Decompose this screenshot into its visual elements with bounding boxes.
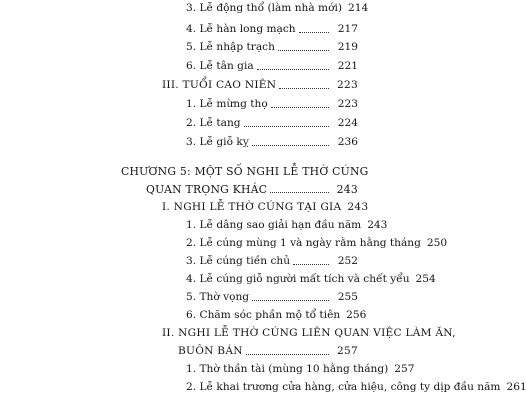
toc-entry-page: 223 [337,79,358,91]
toc-entry-title: I. NGHI LỄ THỜ CÚNG TẠI GIA [162,201,342,213]
toc-entry [0,376,527,394]
toc-entry-page: 243 [367,219,388,231]
toc-entry [0,93,400,111]
leader-dots [271,107,329,108]
leader-dots [293,264,329,265]
toc-entry-page: 255 [337,291,358,303]
toc-chapter-heading [0,160,400,178]
toc-entry-page: 256 [346,309,367,321]
toc-entry-title: 6. Lễ tân gia [186,60,254,72]
toc-entry-title: II. NGHI LỄ THỜ CÚNG LIÊN QUAN VIỆC LÀM ĂN, [162,327,456,339]
toc-entry-title: BUÔN BÁN [178,345,243,357]
toc-entry-page: 250 [426,237,448,249]
toc-entry-title: 6. Chăm sóc phần mộ tổ tiên [186,309,341,321]
toc-entry [0,286,400,304]
toc-section [0,74,400,92]
toc-section [0,322,456,340]
toc-entry-title: III. TUỔI CAO NIÊN [162,79,277,91]
leader-dots [252,300,329,301]
toc-entry-title: 4. Lễ cúng giỗ người mất tích và chết yểu [186,273,410,285]
toc-chapter-heading [0,178,400,196]
toc-entry-page: 252 [337,255,358,267]
toc-entry [0,36,400,54]
toc-entry-title: 1. Lễ mừng thọ [186,98,268,110]
leader-dots [252,145,329,146]
toc-entry [0,0,400,15]
toc-entry-title: 3. Lễ cúng tiền chủ [186,255,291,267]
leader-dots [244,126,329,127]
toc-entry-title: 5. Lễ nhập trạch [186,41,275,53]
toc-entry-page: 261 [506,381,527,393]
toc-entry-title: 5. Thờ vọng [186,291,250,303]
toc-entry-page: 254 [415,273,436,285]
toc-entry [0,112,400,130]
toc-entry-title: 1. Thờ thần tài (mùng 10 hằng tháng) [186,363,389,375]
toc-entry-page: 214 [347,2,369,14]
leader-dots [257,69,329,70]
leader-dots [299,32,329,33]
toc-entry-page: 223 [337,98,358,110]
toc-entry [0,232,448,250]
toc-entry [0,214,400,232]
toc-entry-page: 243 [347,201,369,213]
toc-entry-title: 2. Lễ khai trương cửa hàng, cửa hiệu, công ty dịp đầu năm [186,381,501,393]
toc-entry-page: 243 [336,183,358,196]
leader-dots [246,354,329,355]
toc-entry-title: 3. Lễ giỗ kỵ [186,136,249,148]
toc-entry-title: QUAN TRỌNG KHÁC [146,183,268,196]
toc-entry-title: 2. Lễ tang [186,117,241,129]
toc-entry [0,18,400,36]
toc-entry [0,304,400,322]
toc-entry-title: CHƯƠNG 5: MỘT SỐ NGHI LỄ THỜ CÚNG [121,165,369,178]
toc-entry-page: 219 [337,41,358,53]
toc-entry-page: 236 [337,136,358,148]
leader-dots [278,50,329,51]
toc-entry-title: 4. Lễ hàn long mạch [186,23,296,35]
toc-entry-page: 257 [337,345,358,357]
toc-entry-page: 257 [394,363,415,375]
toc-section-continued [0,340,400,358]
leader-dots [270,192,329,193]
toc-entry [0,358,415,376]
toc-entry-page: 224 [337,117,358,129]
toc-entry [0,55,400,73]
toc-entry [0,250,400,268]
toc-section [0,196,400,214]
toc-entry [0,268,436,286]
toc-entry-page: 217 [337,23,358,35]
toc-entry [0,131,400,149]
toc-entry-title: 1. Lễ dâng sao giải hạn đầu năm [186,219,362,231]
leader-dots [279,88,329,89]
toc-entry-title: 3. Lễ động thổ (làm nhà mới) [186,2,342,14]
toc-entry-title: 2. Lễ cúng mùng 1 và ngày rằm hằng tháng [186,237,421,249]
toc-entry-page: 221 [337,60,358,72]
